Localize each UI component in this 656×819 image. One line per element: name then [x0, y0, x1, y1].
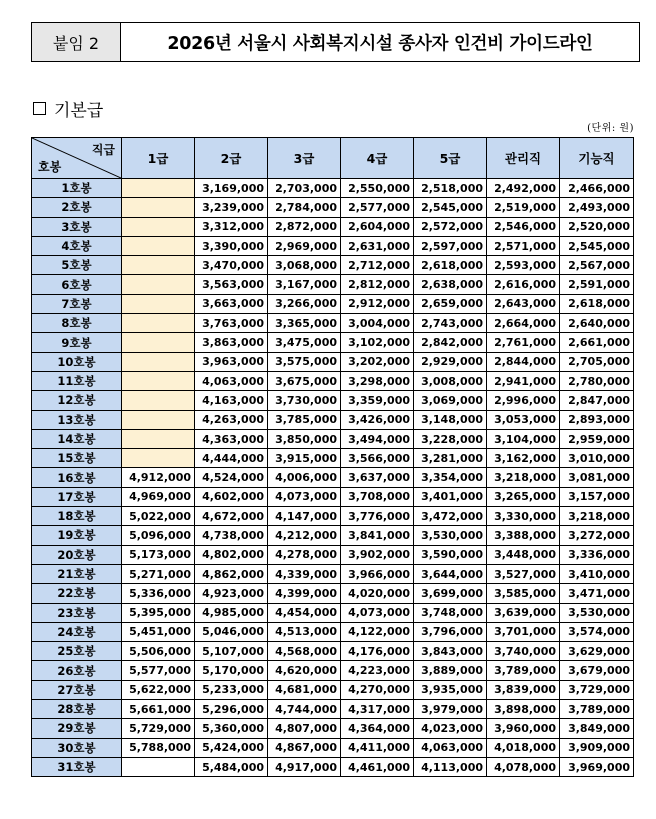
salary-cell: 4,969,000 [122, 487, 195, 506]
salary-cell: 2,941,000 [487, 371, 560, 390]
salary-cell: 2,929,000 [414, 352, 487, 371]
salary-cell: 3,637,000 [341, 468, 414, 487]
table-row [32, 333, 634, 352]
salary-cell: 2,493,000 [560, 198, 634, 217]
salary-cell [122, 333, 195, 352]
salary-cell: 4,802,000 [195, 545, 268, 564]
salary-cell: 3,963,000 [195, 352, 268, 371]
salary-cell: 4,078,000 [487, 757, 560, 776]
salary-cell: 2,893,000 [560, 410, 634, 429]
table-row [32, 468, 634, 487]
salary-cell: 3,675,000 [268, 371, 341, 390]
salary-cell: 3,679,000 [560, 661, 634, 680]
salary-cell: 3,471,000 [560, 584, 634, 603]
salary-cell: 5,451,000 [122, 622, 195, 641]
salary-cell: 4,270,000 [341, 680, 414, 699]
salary-cell: 4,263,000 [195, 410, 268, 429]
salary-cell: 3,960,000 [487, 719, 560, 738]
salary-cell: 3,470,000 [195, 256, 268, 275]
step-label: 24호봉 [32, 622, 122, 641]
salary-cell: 4,113,000 [414, 757, 487, 776]
salary-cell: 4,923,000 [195, 584, 268, 603]
salary-cell: 3,053,000 [487, 410, 560, 429]
salary-cell: 3,590,000 [414, 545, 487, 564]
salary-cell: 4,524,000 [195, 468, 268, 487]
step-label: 4호봉 [32, 236, 122, 255]
salary-cell: 3,008,000 [414, 371, 487, 390]
salary-cell: 3,388,000 [487, 526, 560, 545]
salary-cell: 2,572,000 [414, 217, 487, 236]
salary-cell: 3,218,000 [487, 468, 560, 487]
salary-cell: 2,520,000 [560, 217, 634, 236]
salary-cell: 2,659,000 [414, 294, 487, 313]
salary-cell: 3,426,000 [341, 410, 414, 429]
salary-cell: 4,454,000 [268, 603, 341, 622]
salary-cell [122, 410, 195, 429]
salary-cell: 4,399,000 [268, 584, 341, 603]
salary-cell: 4,063,000 [414, 738, 487, 757]
table-row [32, 603, 634, 622]
salary-cell: 4,147,000 [268, 507, 341, 526]
salary-cell [122, 236, 195, 255]
table-row [32, 275, 634, 294]
step-label: 17호봉 [32, 487, 122, 506]
salary-cell: 5,424,000 [195, 738, 268, 757]
step-label: 8호봉 [32, 314, 122, 333]
salary-cell: 2,546,000 [487, 217, 560, 236]
document-title: 2026년 서울시 사회복지시설 종사자 인건비 가이드라인 [167, 33, 593, 54]
salary-cell: 3,298,000 [341, 371, 414, 390]
section-heading [33, 96, 103, 121]
salary-cell: 2,466,000 [560, 179, 634, 198]
salary-cell: 3,359,000 [341, 391, 414, 410]
step-label: 22호봉 [32, 584, 122, 603]
salary-cell: 2,593,000 [487, 256, 560, 275]
salary-cell: 3,401,000 [414, 487, 487, 506]
salary-cell: 3,575,000 [268, 352, 341, 371]
salary-cell: 3,266,000 [268, 294, 341, 313]
salary-cell: 2,638,000 [414, 275, 487, 294]
salary-cell: 2,545,000 [414, 198, 487, 217]
salary-cell: 2,492,000 [487, 179, 560, 198]
salary-cell: 3,354,000 [414, 468, 487, 487]
table-row [32, 217, 634, 236]
salary-cell: 4,568,000 [268, 642, 341, 661]
salary-cell: 3,785,000 [268, 410, 341, 429]
step-label: 20호봉 [32, 545, 122, 564]
salary-cell [122, 256, 195, 275]
salary-cell: 2,591,000 [560, 275, 634, 294]
corner-top-label: 직급 [91, 143, 115, 157]
step-label: 3호봉 [32, 217, 122, 236]
salary-cell: 2,844,000 [487, 352, 560, 371]
salary-cell: 5,173,000 [122, 545, 195, 564]
salary-cell: 3,448,000 [487, 545, 560, 564]
salary-cell: 2,640,000 [560, 314, 634, 333]
salary-cell: 3,104,000 [487, 429, 560, 448]
salary-cell: 3,566,000 [341, 449, 414, 468]
table-row [32, 410, 634, 429]
salary-cell: 3,909,000 [560, 738, 634, 757]
salary-cell: 2,996,000 [487, 391, 560, 410]
step-label: 1호봉 [32, 179, 122, 198]
salary-cell: 5,484,000 [195, 757, 268, 776]
salary-cell: 3,102,000 [341, 333, 414, 352]
salary-cell: 3,169,000 [195, 179, 268, 198]
salary-cell: 2,872,000 [268, 217, 341, 236]
salary-cell: 2,631,000 [341, 236, 414, 255]
table-row [32, 584, 634, 603]
salary-cell: 3,969,000 [560, 757, 634, 776]
salary-cell: 2,780,000 [560, 371, 634, 390]
salary-cell: 3,312,000 [195, 217, 268, 236]
salary-cell: 3,841,000 [341, 526, 414, 545]
step-label: 29호봉 [32, 719, 122, 738]
salary-cell: 3,639,000 [487, 603, 560, 622]
salary-cell: 3,563,000 [195, 275, 268, 294]
column-header: 1급 [122, 138, 195, 179]
table-row [32, 700, 634, 719]
salary-cell: 2,571,000 [487, 236, 560, 255]
table-row [32, 680, 634, 699]
salary-cell [122, 179, 195, 198]
salary-cell: 3,850,000 [268, 429, 341, 448]
step-label: 14호봉 [32, 429, 122, 448]
step-label: 16호봉 [32, 468, 122, 487]
salary-cell: 5,096,000 [122, 526, 195, 545]
salary-cell: 3,763,000 [195, 314, 268, 333]
salary-cell: 2,784,000 [268, 198, 341, 217]
salary-cell: 3,729,000 [560, 680, 634, 699]
salary-cell: 4,122,000 [341, 622, 414, 641]
salary-cell: 4,867,000 [268, 738, 341, 757]
table-row [32, 198, 634, 217]
salary-cell: 4,985,000 [195, 603, 268, 622]
salary-cell: 2,616,000 [487, 275, 560, 294]
table-row [32, 371, 634, 390]
table-row [32, 719, 634, 738]
attachment-tag: 붙임 2 [32, 23, 121, 61]
salary-cell: 2,567,000 [560, 256, 634, 275]
salary-cell: 4,018,000 [487, 738, 560, 757]
salary-cell: 4,006,000 [268, 468, 341, 487]
salary-cell: 3,889,000 [414, 661, 487, 680]
salary-cell: 4,602,000 [195, 487, 268, 506]
table-row [32, 642, 634, 661]
salary-cell: 2,577,000 [341, 198, 414, 217]
salary-cell: 3,796,000 [414, 622, 487, 641]
salary-cell: 2,643,000 [487, 294, 560, 313]
salary-cell: 5,296,000 [195, 700, 268, 719]
salary-cell: 3,663,000 [195, 294, 268, 313]
table-row [32, 391, 634, 410]
salary-cell: 2,664,000 [487, 314, 560, 333]
salary-cell: 3,708,000 [341, 487, 414, 506]
table-row [32, 256, 634, 275]
corner-header [32, 138, 122, 179]
salary-cell: 5,046,000 [195, 622, 268, 641]
salary-cell: 4,807,000 [268, 719, 341, 738]
table-row [32, 449, 634, 468]
salary-cell: 4,672,000 [195, 507, 268, 526]
salary-cell [122, 352, 195, 371]
salary-cell: 3,776,000 [341, 507, 414, 526]
salary-cell: 3,494,000 [341, 429, 414, 448]
salary-cell: 5,622,000 [122, 680, 195, 699]
salary-cell: 4,444,000 [195, 449, 268, 468]
step-label: 31호봉 [32, 757, 122, 776]
step-label: 12호봉 [32, 391, 122, 410]
step-label: 2호봉 [32, 198, 122, 217]
table-row [32, 757, 634, 776]
table-row [32, 352, 634, 371]
step-label: 26호봉 [32, 661, 122, 680]
salary-cell: 2,761,000 [487, 333, 560, 352]
salary-cell: 3,740,000 [487, 642, 560, 661]
salary-cell: 3,472,000 [414, 507, 487, 526]
table-row [32, 545, 634, 564]
salary-cell: 4,317,000 [341, 700, 414, 719]
salary-cell: 3,218,000 [560, 507, 634, 526]
salary-cell: 3,730,000 [268, 391, 341, 410]
salary-cell: 2,959,000 [560, 429, 634, 448]
salary-cell: 4,744,000 [268, 700, 341, 719]
salary-cell: 3,527,000 [487, 564, 560, 583]
table-row [32, 314, 634, 333]
salary-cell: 3,644,000 [414, 564, 487, 583]
step-label: 28호봉 [32, 700, 122, 719]
salary-cell: 2,661,000 [560, 333, 634, 352]
salary-cell: 3,839,000 [487, 680, 560, 699]
salary-cell [122, 217, 195, 236]
salary-cell: 3,162,000 [487, 449, 560, 468]
salary-cell: 3,010,000 [560, 449, 634, 468]
column-header: 3급 [268, 138, 341, 179]
unit-note: (단위: 원) [587, 123, 634, 134]
salary-cell: 3,365,000 [268, 314, 341, 333]
salary-cell: 4,364,000 [341, 719, 414, 738]
salary-cell: 3,157,000 [560, 487, 634, 506]
salary-cell: 4,223,000 [341, 661, 414, 680]
salary-cell: 3,898,000 [487, 700, 560, 719]
table-row [32, 429, 634, 448]
salary-cell: 3,585,000 [487, 584, 560, 603]
salary-cell: 4,020,000 [341, 584, 414, 603]
salary-cell: 4,912,000 [122, 468, 195, 487]
salary-cell: 3,265,000 [487, 487, 560, 506]
salary-cell: 4,513,000 [268, 622, 341, 641]
salary-cell [122, 275, 195, 294]
salary-cell: 3,004,000 [341, 314, 414, 333]
step-label: 23호봉 [32, 603, 122, 622]
salary-cell: 4,023,000 [414, 719, 487, 738]
salary-cell: 2,912,000 [341, 294, 414, 313]
table-row [32, 661, 634, 680]
salary-cell [122, 294, 195, 313]
salary-cell: 2,618,000 [560, 294, 634, 313]
step-label: 19호봉 [32, 526, 122, 545]
step-label: 25호봉 [32, 642, 122, 661]
salary-cell: 4,073,000 [341, 603, 414, 622]
salary-table [31, 137, 634, 777]
salary-cell: 2,743,000 [414, 314, 487, 333]
step-label: 7호봉 [32, 294, 122, 313]
salary-cell: 4,073,000 [268, 487, 341, 506]
checkbox-square-icon [33, 102, 46, 115]
salary-cell: 5,788,000 [122, 738, 195, 757]
salary-cell [122, 198, 195, 217]
salary-cell: 5,506,000 [122, 642, 195, 661]
salary-cell: 3,574,000 [560, 622, 634, 641]
salary-cell: 5,395,000 [122, 603, 195, 622]
salary-cell [122, 449, 195, 468]
salary-cell: 3,699,000 [414, 584, 487, 603]
salary-cell: 2,604,000 [341, 217, 414, 236]
salary-cell: 3,272,000 [560, 526, 634, 545]
salary-cell: 2,842,000 [414, 333, 487, 352]
salary-cell: 2,545,000 [560, 236, 634, 255]
salary-cell: 3,530,000 [560, 603, 634, 622]
table-row [32, 507, 634, 526]
salary-cell: 3,068,000 [268, 256, 341, 275]
salary-cell: 4,738,000 [195, 526, 268, 545]
salary-cell: 3,202,000 [341, 352, 414, 371]
salary-cell: 3,843,000 [414, 642, 487, 661]
step-label: 30호봉 [32, 738, 122, 757]
salary-cell [122, 757, 195, 776]
salary-cell: 3,915,000 [268, 449, 341, 468]
salary-cell: 5,022,000 [122, 507, 195, 526]
salary-cell: 4,163,000 [195, 391, 268, 410]
salary-cell: 2,518,000 [414, 179, 487, 198]
salary-cell: 4,620,000 [268, 661, 341, 680]
table-row [32, 179, 634, 198]
step-label: 10호봉 [32, 352, 122, 371]
salary-cell: 3,069,000 [414, 391, 487, 410]
salary-cell: 5,271,000 [122, 564, 195, 583]
section-title: 기본급 [54, 101, 104, 121]
salary-cell: 5,577,000 [122, 661, 195, 680]
salary-cell: 3,748,000 [414, 603, 487, 622]
salary-cell: 2,519,000 [487, 198, 560, 217]
salary-cell: 4,917,000 [268, 757, 341, 776]
salary-cell: 3,902,000 [341, 545, 414, 564]
column-header: 4급 [341, 138, 414, 179]
salary-cell: 3,701,000 [487, 622, 560, 641]
step-label: 11호봉 [32, 371, 122, 390]
salary-cell: 3,935,000 [414, 680, 487, 699]
salary-cell [122, 314, 195, 333]
salary-cell: 4,212,000 [268, 526, 341, 545]
step-label: 13호봉 [32, 410, 122, 429]
salary-cell: 4,461,000 [341, 757, 414, 776]
table-row [32, 294, 634, 313]
salary-cell: 3,081,000 [560, 468, 634, 487]
salary-cell: 3,239,000 [195, 198, 268, 217]
salary-cell: 2,597,000 [414, 236, 487, 255]
table-row [32, 564, 634, 583]
salary-cell: 5,360,000 [195, 719, 268, 738]
salary-cell: 3,330,000 [487, 507, 560, 526]
salary-cell: 3,228,000 [414, 429, 487, 448]
salary-cell: 5,729,000 [122, 719, 195, 738]
salary-cell: 3,863,000 [195, 333, 268, 352]
table-row [32, 236, 634, 255]
salary-cell: 4,278,000 [268, 545, 341, 564]
step-label: 18호봉 [32, 507, 122, 526]
salary-cell: 2,847,000 [560, 391, 634, 410]
salary-cell: 2,969,000 [268, 236, 341, 255]
column-header: 2급 [195, 138, 268, 179]
salary-cell: 5,233,000 [195, 680, 268, 699]
step-label: 15호봉 [32, 449, 122, 468]
salary-cell [122, 429, 195, 448]
salary-cell: 4,063,000 [195, 371, 268, 390]
step-label: 5호봉 [32, 256, 122, 275]
salary-cell: 3,167,000 [268, 275, 341, 294]
salary-cell [122, 391, 195, 410]
salary-cell: 4,681,000 [268, 680, 341, 699]
salary-cell: 2,703,000 [268, 179, 341, 198]
step-label: 27호봉 [32, 680, 122, 699]
salary-cell: 4,862,000 [195, 564, 268, 583]
salary-cell: 2,618,000 [414, 256, 487, 275]
step-label: 9호봉 [32, 333, 122, 352]
table-body [32, 179, 634, 777]
salary-cell: 2,712,000 [341, 256, 414, 275]
salary-cell: 3,629,000 [560, 642, 634, 661]
step-label: 6호봉 [32, 275, 122, 294]
salary-cell: 2,550,000 [341, 179, 414, 198]
table-row [32, 487, 634, 506]
step-label: 21호봉 [32, 564, 122, 583]
column-header: 5급 [414, 138, 487, 179]
column-header: 관리직 [487, 138, 560, 179]
salary-cell: 2,812,000 [341, 275, 414, 294]
salary-cell: 3,336,000 [560, 545, 634, 564]
salary-cell [122, 371, 195, 390]
salary-cell: 5,107,000 [195, 642, 268, 661]
salary-cell: 5,170,000 [195, 661, 268, 680]
salary-cell: 3,475,000 [268, 333, 341, 352]
column-header: 기능직 [560, 138, 634, 179]
salary-cell: 3,979,000 [414, 700, 487, 719]
table-header-row [32, 138, 634, 179]
salary-cell: 3,789,000 [487, 661, 560, 680]
salary-cell: 3,530,000 [414, 526, 487, 545]
salary-cell: 3,281,000 [414, 449, 487, 468]
corner-bottom-label: 호봉 [38, 160, 62, 174]
salary-cell: 4,176,000 [341, 642, 414, 661]
salary-cell: 5,336,000 [122, 584, 195, 603]
table-row [32, 738, 634, 757]
salary-cell: 3,966,000 [341, 564, 414, 583]
table-row [32, 526, 634, 545]
salary-cell: 5,661,000 [122, 700, 195, 719]
salary-cell: 4,339,000 [268, 564, 341, 583]
salary-cell: 3,148,000 [414, 410, 487, 429]
salary-cell: 3,410,000 [560, 564, 634, 583]
table-row [32, 622, 634, 641]
salary-cell: 4,411,000 [341, 738, 414, 757]
salary-cell: 3,789,000 [560, 700, 634, 719]
salary-cell: 2,705,000 [560, 352, 634, 371]
salary-cell: 4,363,000 [195, 429, 268, 448]
document-header [31, 22, 640, 62]
salary-cell: 3,390,000 [195, 236, 268, 255]
salary-cell: 3,849,000 [560, 719, 634, 738]
